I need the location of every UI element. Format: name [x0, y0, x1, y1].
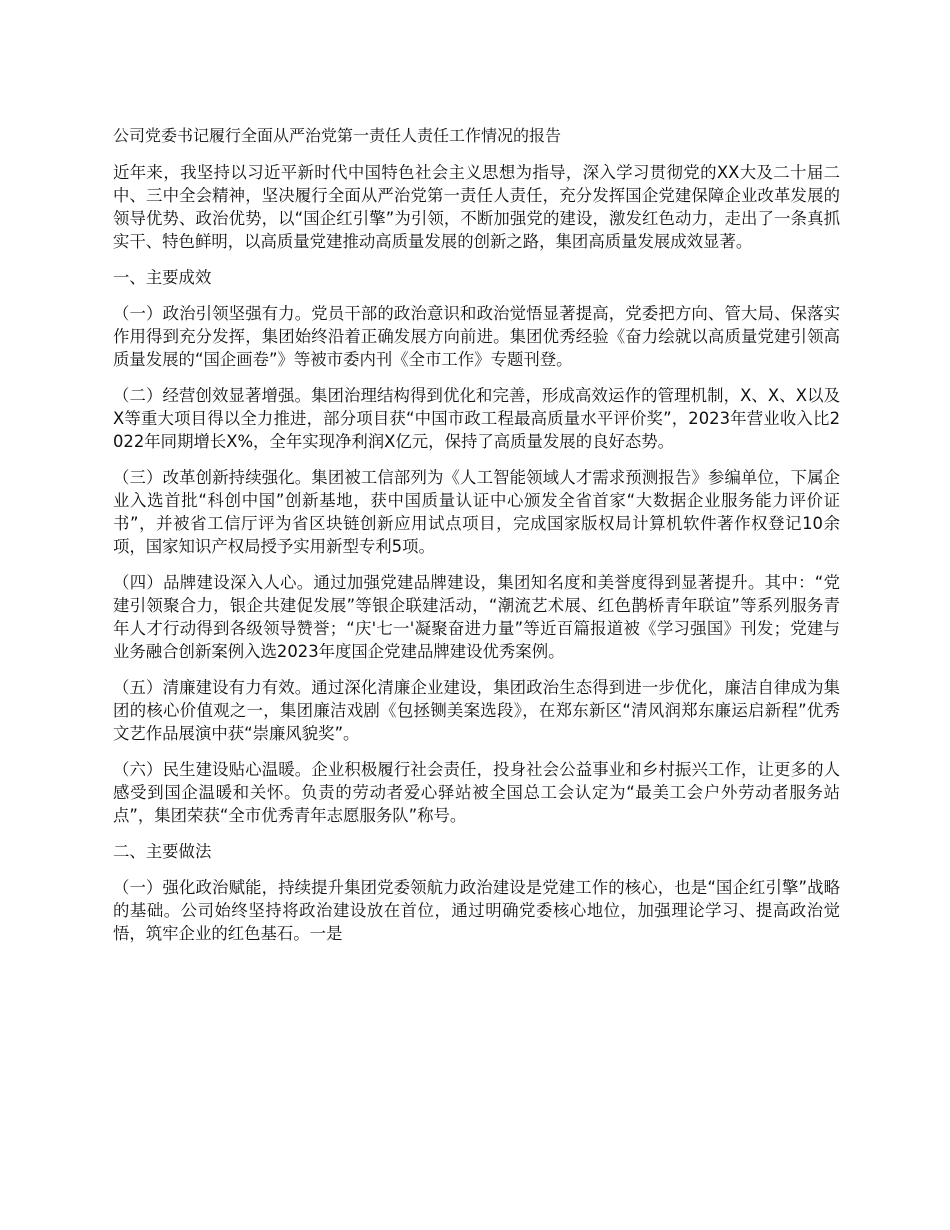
intro-paragraph: 近年来，我坚持以习近平新时代中国特色社会主义思想为指导，深入学习贯彻党的XX大及二十届二中、三中全会精神，坚决履行全面从严治党第一责任人责任，充分发挥国企党建保障企业改革发展的领导优势、政治优势，以“国企红引擎”为引领，不断加强党的建设，激发红色动力，走出了一条真抓实干、特色鲜明，以高质量党建推动高质量发展的创新之路，集团高质量发展成效显著。	[113, 163, 840, 251]
section-heading-practices: 二、主要做法	[113, 842, 212, 861]
document-title: 公司党委书记履行全面从严治党第一责任人责任工作情况的报告	[113, 126, 562, 145]
practices-item-1: （一）强化政治赋能，持续提升集团党委领航力政治建设是党建工作的核心，也是“国企红引擎”战略的基础。公司始终坚持将政治建设放在首位，通过明确党委核心地位，加强理论学习、提高政治觉悟，筑牢企业的红色基石。一是	[113, 878, 840, 943]
results-item-6: （六）民生建设贴心温暖。企业积极履行社会责任，投身社会公益事业和乡村振兴工作，让更多的人感受到国企温暖和关怀。负责的劳动者爱心驿站被全国总工会认定为“最美工会户外劳动者服务站点”，集团荣获“全市优秀青年志愿服务队”称号。	[113, 760, 840, 825]
results-item-1: （一）政治引领坚强有力。党员干部的政治意识和政治觉悟显著提高，党委把方向、管大局、保落实作用得到充分发挥，集团始终沿着正确发展方向前进。集团优秀经验《奋力绘就以高质量党建引领高质量发展的“国企画卷”》等被市委内刊《全市工作》专题刊登。	[113, 304, 840, 369]
results-item-2: （二）经营创效显著增强。集团治理结构得到优化和完善，形成高效运作的管理机制，X、X、X以及X等重大项目得以全力推进，部分项目获“中国市政工程最高质量水平评价奖”，2023年营业收入比2022年同期增长X%，全年实现净利润X亿元，保持了高质量发展的良好态势。	[113, 386, 840, 451]
results-item-4: （四）品牌建设深入人心。通过加强党建品牌建设，集团知名度和美誉度得到显著提升。其中：“党建引领聚合力，银企共建促发展”等银企联建活动，“潮流艺术展、红色鹊桥青年联谊”等系列服务青年人才行动得到各级领导赞誉；“庆'七一'凝聚奋进力量”等近百篇报道被《学习强国》刊发；党建与业务融合创新案例入选2023年度国企党建品牌建设优秀案例。	[113, 573, 840, 661]
document-page	[113, 124, 840, 958]
results-item-3: （三）改革创新持续强化。集团被工信部列为《人工智能领域人才需求预测报告》参编单位，下属企业入选首批“科创中国”创新基地，获中国质量认证中心颁发全省首家“大数据企业服务能力评价证书”，并被省工信厅评为省区块链创新应用试点项目，完成国家版权局计算机软件著作权登记10余项，国家知识产权局授予实用新型专利5项。	[113, 468, 840, 556]
results-item-5: （五）清廉建设有力有效。通过深化清廉企业建设，集团政治生态得到进一步优化，廉洁自律成为集团的核心价值观之一，集团廉洁戏剧《包拯铡美案选段》，在郑东新区“清风润郑东廉运启新程”优秀文艺作品展演中获“崇廉风貌奖”。	[113, 678, 840, 743]
section-heading-results: 一、主要成效	[113, 268, 212, 287]
